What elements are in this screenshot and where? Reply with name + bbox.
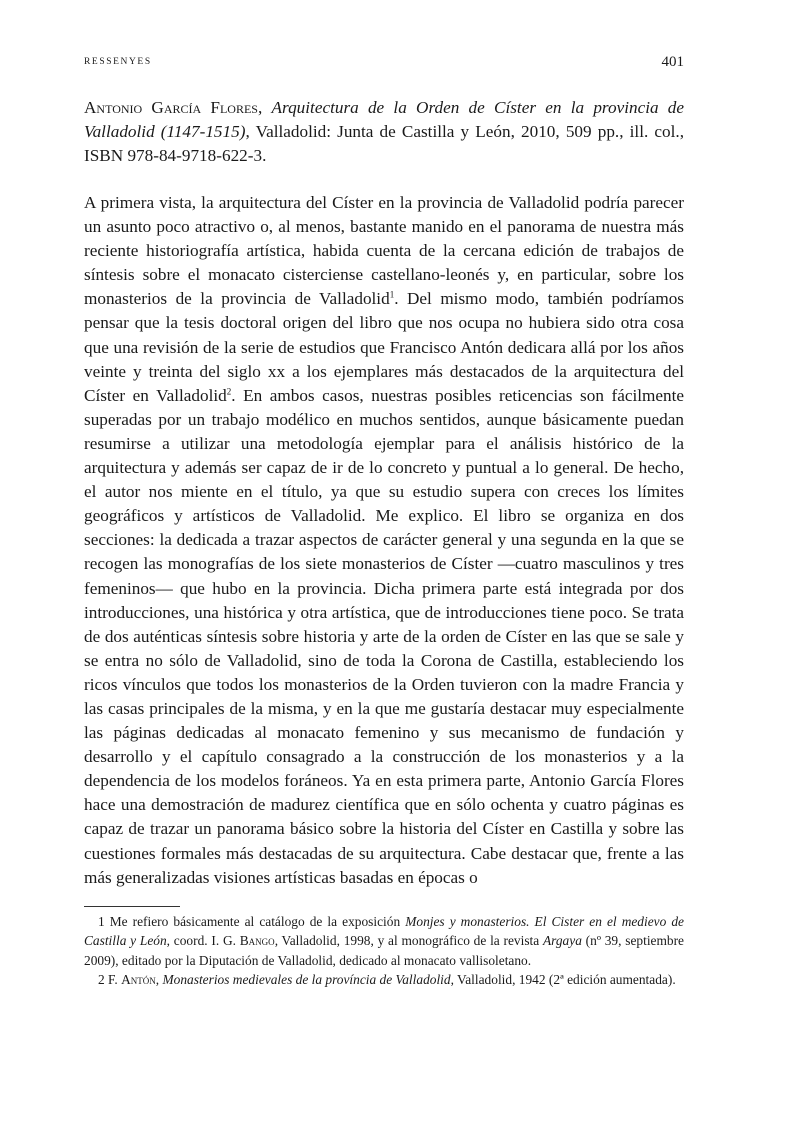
running-head xyxy=(84,56,684,72)
review-paragraph xyxy=(84,191,684,890)
footnote-2-text-c: , Valladolid, 1942 (2ª edición aumentada). xyxy=(450,971,676,987)
body-text-part-2: . Del mismo modo, también podríamos pensar que la tesis doctoral origen del libro que nos ocupa no hubiera sido otra cosa que una revisión de la serie de estudios que Francisco Antón dedicara allá por los años veinte y treinta del siglo xx a los ejemplares más destacados de la arquitectura del Císter en Valladolid xyxy=(84,289,684,405)
body-text-part-3: . En ambos casos, nuestras posibles reticencias son fácilmente superadas por un trabajo modélico en muchos sentidos, aunque básicamente puedan resumirse a utilizar una metodología ejemplar para el análisis histórico de la arquitectura y además ser capaz de ir de lo concreto y puntual a lo general. De hecho, el autor nos miente en el título, ya que su estudio supera con creces los límites geográficos y artísticos de Valladolid. Me explico. El libro se organiza en dos secciones: la dedicada a trazar aspectos de carácter general y una segunda en la que se recogen las monografías de los siete monasterios de Císter —cuatro masculinos y tres femeninos— que hubo en la provincia. Dicha primera parte está integrada por dos introducciones, una histórica y otra artística, que de introducciones tiene poco. Se trata de dos auténticas síntesis sobre historia y arte de la orden de Císter en las que se sale y se entra no sólo de Valladolid, sino de toda la Corona de Castilla, estableciendo los ricos vínculos que todos los monasterios de la Orden tuvieron con la madre Francia y las casas principales de la misma, y en la que me gustaría destacar muy especialmente las páginas dedicadas al monacato femenino y sus mecanismo de fundación y desarrollo y el capítulo consagrado a la construcción de los monasterios y a la dependencia de los modelos foráneos. Ya en esta primera parte, Antonio García Flores hace una demostración de madurez científica que en sólo ochenta y cuatro páginas es capaz de trazar un panorama básico sobre la historia del Císter en Castilla y sobre las cuestiones formales más destacadas de su arquitectura. Cabe destacar que, frente a las más generalizadas visiones artísticas basadas en épocas o xyxy=(84,385,684,887)
footnote-1-author: Bango xyxy=(239,933,275,949)
footnote-2-author: Antón xyxy=(121,971,156,987)
footnote-2 xyxy=(84,970,684,989)
body-text-part-1: A primera vista, la arquitectura del Císter en la provincia de Valladolid podría parecer un asunto poco atractivo o, al menos, bastante manido en el panorama de nuestra más reciente historiografía artística, habida cuenta de la cercana edición de trabajos de síntesis sobre el monacato cisterciense castellano-leonés y, en particular, sobre los monasterios de la provincia de Valladolid xyxy=(84,193,684,309)
citation-author: Antonio García Flores xyxy=(84,98,258,117)
footnote-1-text-b: , coord. I. G. xyxy=(166,933,240,949)
section-label: RESSENYES xyxy=(84,57,152,67)
footnote-2-text-b: , xyxy=(155,971,163,987)
review-body xyxy=(84,191,684,890)
footnote-ref-1[interactable]: 1 xyxy=(389,289,395,300)
footnote-ref-2[interactable]: 2 xyxy=(226,386,232,397)
footnote-1-text-c: , Valladolid, 1998, y al monográfico de la revista xyxy=(274,933,543,949)
citation-title: Arquitectura de la Orden de Císter en la provincia de Valladolid (1147-1515) xyxy=(84,98,685,141)
footnote-1-text-a: Me refiero básicamente al catálogo de la exposición xyxy=(104,914,406,929)
footnote-1-text-d: (nº 39, septiembre 2009), editado por la Diputación de Valladolid, dedicado al monacato vallisoletano. xyxy=(84,933,684,968)
footnote-2-title: Monasterios medievales de la província de Valladolid xyxy=(162,971,451,987)
citation-separator: , xyxy=(257,98,272,117)
footnote-1 xyxy=(84,912,684,970)
book-citation xyxy=(84,96,684,168)
footnotes xyxy=(84,912,684,989)
page-number: 401 xyxy=(661,54,684,70)
citation-details: , Valladolid: Junta de Castilla y León, 2010, 509 pp., ill. col., ISBN 978-84-9718-622-3. xyxy=(84,122,685,165)
footnote-1-title: Monjes y monasterios. El Cister en el medievo de Castilla y León xyxy=(84,914,684,949)
footnote-1-number: 1 xyxy=(98,914,105,929)
footnote-divider xyxy=(84,906,180,907)
footnote-2-number: 2 xyxy=(98,971,105,987)
footnote-2-text-a: F. xyxy=(104,971,122,987)
footnote-1-journal: Argaya xyxy=(542,933,582,949)
